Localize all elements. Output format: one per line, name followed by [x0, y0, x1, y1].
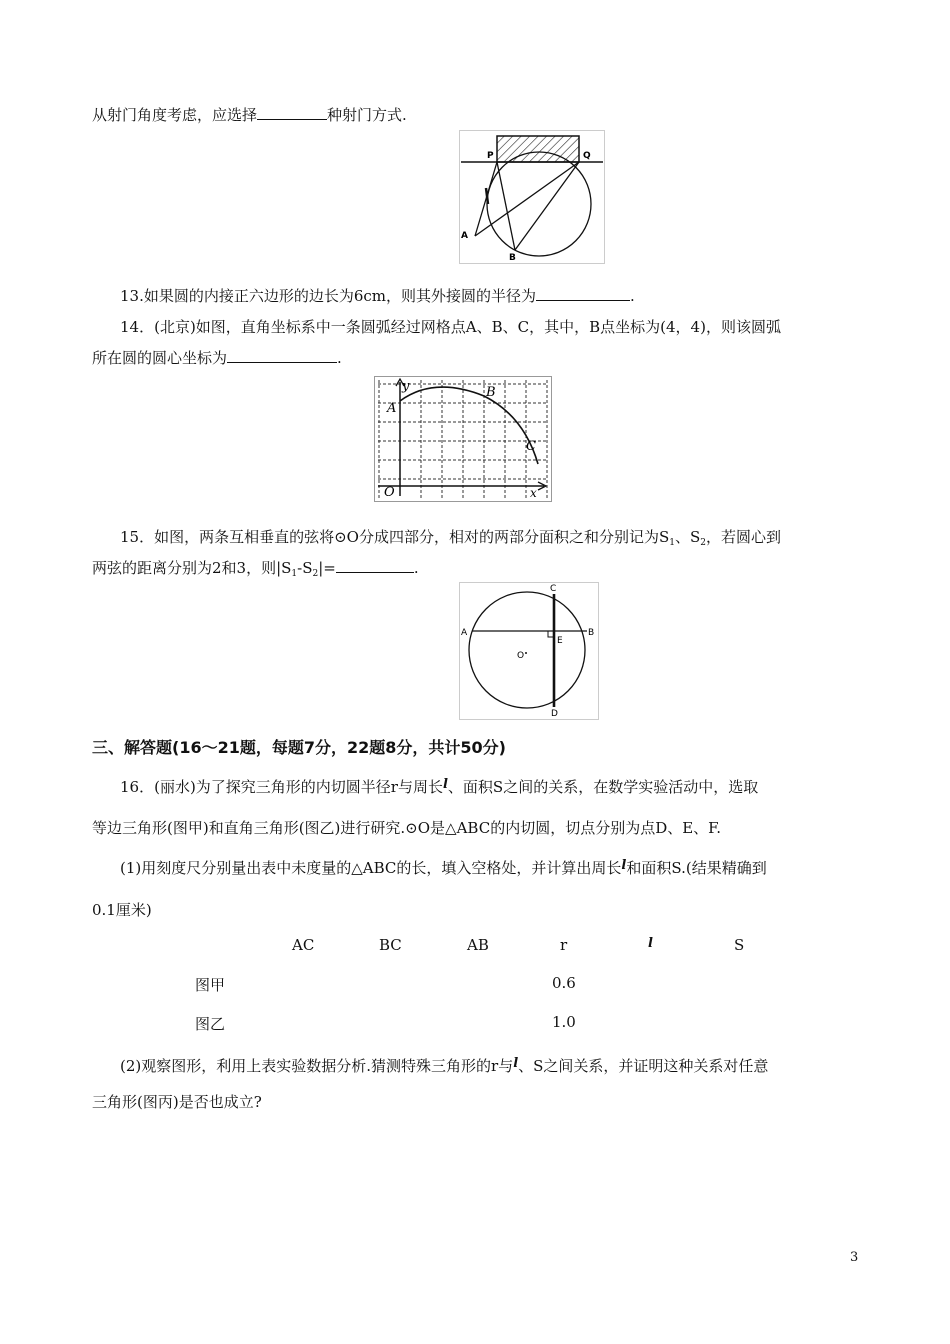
q12-tail-after: 种射门方式.	[327, 106, 407, 124]
q14-line1	[120, 316, 781, 337]
page-number: 3	[850, 1250, 859, 1265]
label-b: B	[588, 628, 595, 638]
q12-tail-before: 从射门角度考虑，应选择	[92, 106, 258, 124]
label-q: Q	[583, 151, 591, 161]
q15-text-line2: 两弦的距离分别为2和3，则|S	[92, 559, 292, 577]
label-a: A	[461, 231, 468, 241]
section-title: 三、解答题(16～21题，每题7分，22题8分，共计50分)	[92, 738, 506, 757]
q15-text-line1: 15．如图，两条互相垂直的弦将⊙O分成四部分，相对的两部分面积之和分别记为S	[120, 528, 670, 546]
label-a: A	[387, 401, 397, 416]
header-bc: BC	[379, 936, 402, 954]
perimeter-symbol: l	[442, 777, 448, 792]
q15-line2: 两弦的距离分别为2和3，则$|S_1-S_2|=$ .	[92, 559, 419, 579]
q16-part1-line2: 0.1厘米)	[92, 901, 152, 919]
perimeter-symbol: l	[621, 858, 627, 873]
answer-blank[interactable]	[257, 105, 327, 120]
q16-part1-line1: (1)用刻度尺分别量出表中未度量的△ABC的长，填入空格处，并计算出周长l和面积S.(结果精确到	[120, 858, 767, 877]
answer-blank[interactable]	[227, 348, 337, 363]
label-e: E	[557, 636, 563, 646]
label-a: A	[461, 628, 468, 638]
q13-line	[120, 285, 635, 306]
q16-part2-line1: (2)观察图形，利用上表实验数据分析.猜测特殊三角形的r与l、S之间关系，并证明这种关系对任意	[120, 1056, 769, 1075]
q14-text-line2: 所在圆的圆心坐标为	[92, 349, 228, 367]
q14-line2	[92, 347, 342, 368]
q13-text: 13.如果圆的内接正六边形的边长为6cm，则其外接圆的半径为	[120, 287, 537, 305]
label-b: B	[486, 385, 496, 400]
header-l: l	[648, 936, 653, 951]
perimeter-symbol: l	[513, 1056, 519, 1071]
row-r-value: 0.6	[552, 974, 576, 992]
figure-perpendicular-chords	[459, 582, 599, 720]
label-x: x	[530, 486, 537, 500]
header-ac: AC	[292, 936, 315, 954]
q16-line1: 16．(丽水)为了探究三角形的内切圆半径r与周长l、面积S之间的关系，在数学实验活动中，选取	[120, 777, 759, 796]
answer-blank[interactable]	[536, 286, 630, 301]
label-d: D	[551, 709, 558, 719]
row-name: 图乙	[195, 1015, 226, 1033]
figure-grid-arc	[374, 376, 552, 502]
row-name: 图甲	[195, 976, 226, 994]
q13-after: .	[630, 287, 635, 305]
label-b: B	[509, 253, 516, 263]
figure-goal-circle	[459, 130, 605, 264]
goal-area	[497, 136, 579, 162]
header-ab: AB	[467, 936, 489, 954]
label-o: O	[384, 485, 395, 500]
label-p: P	[487, 151, 494, 161]
q14-text-line1: 14．(北京)如图，直角坐标系中一条圆弧经过网格点A、B、C，其中，B点坐标为(4，4)，则该圆弧	[120, 318, 781, 336]
grid-arc-diagram	[374, 376, 552, 502]
q14-after: .	[337, 349, 342, 367]
row-r-value: 1.0	[552, 1013, 576, 1031]
label-c: C	[526, 439, 536, 454]
q16-part2-line2: 三角形(图丙)是否也成立?	[92, 1093, 262, 1111]
answer-blank[interactable]	[336, 558, 414, 573]
section-heading	[92, 735, 506, 758]
header-r: r	[560, 936, 568, 954]
header-s: S	[734, 936, 745, 954]
label-y: y	[402, 379, 410, 394]
q16-line2: 等边三角形(图甲)和直角三角形(图乙)进行研究.⊙O是△ABC的内切圆，切点分别为点D、E、F.	[92, 819, 722, 837]
chords-diagram	[459, 582, 599, 720]
goal-circle-diagram	[459, 130, 605, 264]
q12-tail-line	[92, 104, 407, 125]
label-c: C	[550, 584, 557, 594]
q15-line1: 15．如图，两条互相垂直的弦将⊙O分成四部分，相对的两部分面积之和分别记为$S_1$、$S_2$，若圆心到	[120, 528, 782, 548]
label-o: O	[517, 651, 525, 661]
